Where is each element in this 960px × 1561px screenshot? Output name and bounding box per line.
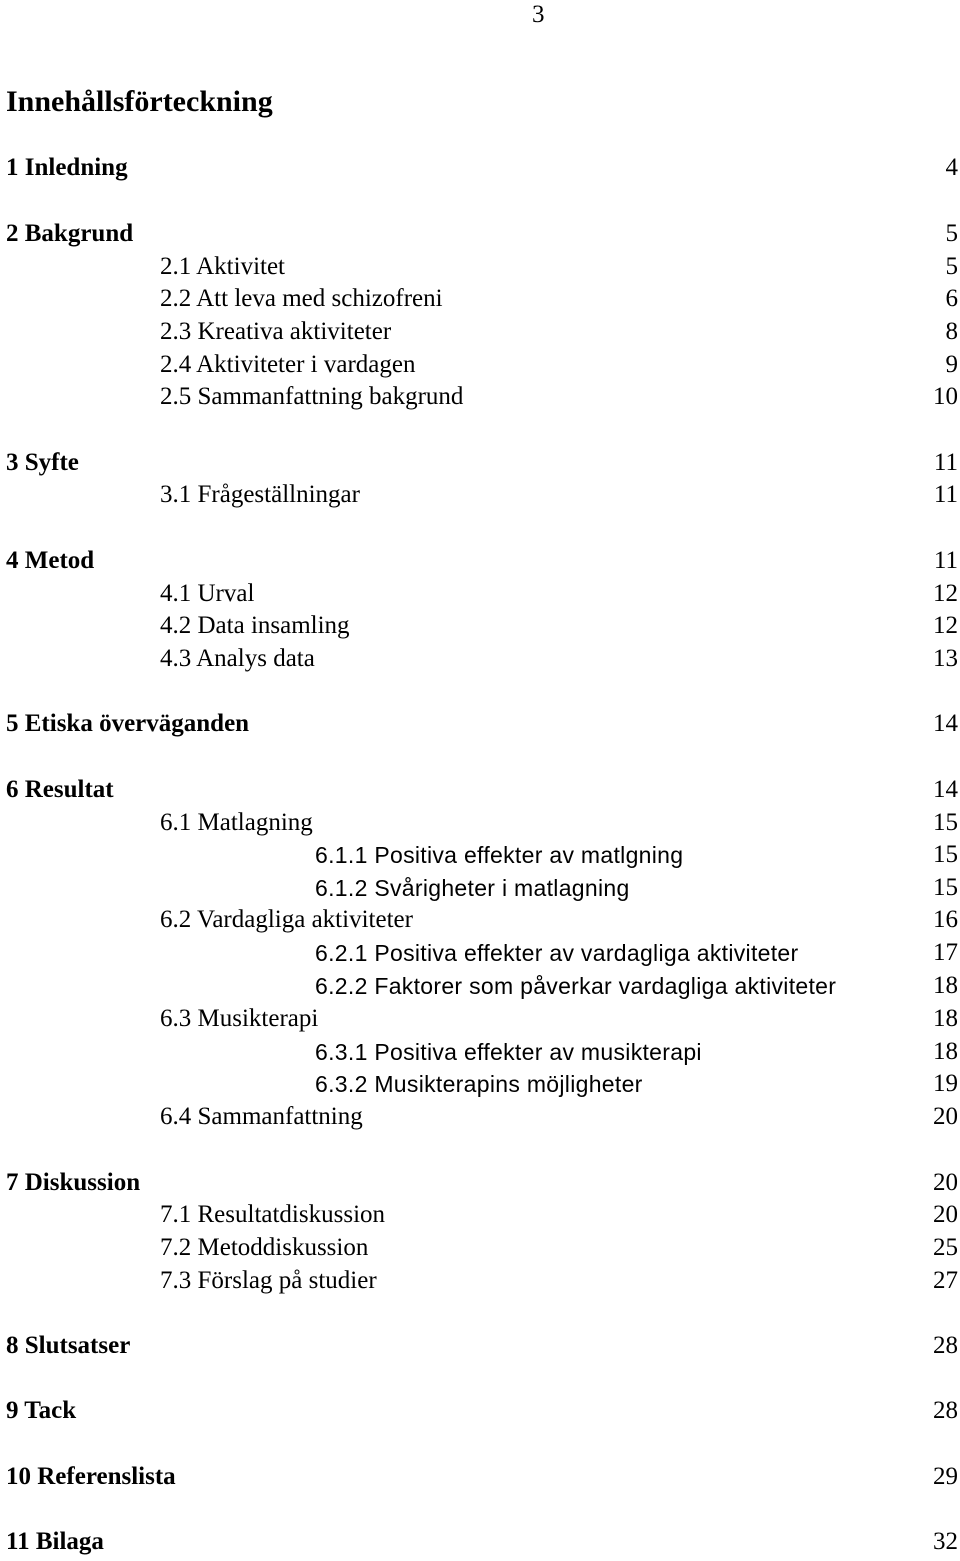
- toc-entry: [0, 1200, 960, 1230]
- toc-entry-page: 32: [933, 1528, 958, 1555]
- toc-entry-label: 2.4 Aktiviteter i vardagen: [160, 351, 416, 378]
- toc-entry-label: 11 Bilaga: [6, 1528, 104, 1555]
- toc-entry-label: 2.1 Aktivitet: [160, 253, 285, 280]
- toc-entry-label: 6 Resultat: [6, 776, 114, 803]
- toc-entry: [0, 448, 960, 478]
- toc-entry-label: 4.3 Analys data: [160, 645, 315, 672]
- toc-entry-label: 6.1 Matlagning: [160, 809, 313, 836]
- toc-entry: [0, 1069, 960, 1099]
- toc-entry-label: 6.2.1 Positiva effekter av vardagliga aktiviteter: [315, 940, 799, 966]
- toc-entry-page: 18: [933, 1038, 958, 1065]
- toc-entry-page: 27: [933, 1267, 958, 1294]
- toc-entry-label: 6.2.2 Faktorer som påverkar vardagliga aktiviteter: [315, 973, 837, 999]
- toc-entry-label: 5 Etiska överväganden: [6, 710, 250, 737]
- toc-entry-label: 4 Metod: [6, 547, 95, 574]
- toc-entry-label: 7.2 Metoddiskussion: [160, 1234, 369, 1261]
- toc-entry-label: 7.3 Förslag på studier: [160, 1267, 377, 1294]
- toc-entry-page: 25: [933, 1234, 958, 1261]
- toc-entry-page: 28: [933, 1332, 958, 1359]
- toc-entry: [0, 350, 960, 380]
- toc-entry-page: 13: [933, 645, 958, 672]
- toc-entry: [0, 579, 960, 609]
- toc-entry-label: 2.2 Att leva med schizofreni: [160, 285, 443, 312]
- toc-entry: [0, 1462, 960, 1492]
- toc-entry-page: 15: [933, 874, 958, 901]
- toc-entry: [0, 1037, 960, 1067]
- toc-entry: [0, 1102, 960, 1132]
- toc-entry-label: 6.2 Vardagliga aktiviteter: [160, 906, 413, 933]
- toc-entry-page: 5: [945, 253, 958, 280]
- toc-entry-label: 6.3.2 Musikterapins möjligheter: [315, 1071, 643, 1097]
- toc-entry-page: 17: [933, 939, 958, 966]
- toc-entry-label: 6.3 Musikterapi: [160, 1005, 319, 1032]
- toc-entry-page: 12: [933, 612, 958, 639]
- toc-entry: [0, 219, 960, 249]
- toc-entry: [0, 252, 960, 282]
- toc-entry: [0, 1527, 960, 1557]
- toc-entry-label: 2.3 Kreativa aktiviteter: [160, 318, 392, 345]
- toc-entry: [0, 1233, 960, 1263]
- toc-entry-label: 2 Bakgrund: [6, 220, 134, 247]
- toc-entry-page: 18: [933, 1005, 958, 1032]
- toc-entry-page: 11: [933, 449, 958, 476]
- toc-entry-label: 6.1.2 Svårigheter i matlagning: [315, 875, 630, 901]
- toc-title: Innehållsförteckning: [6, 85, 273, 118]
- toc-entry-label: 4.1 Urval: [160, 580, 255, 607]
- toc-entry-page: 15: [933, 809, 958, 836]
- toc-entry-page: 10: [933, 383, 958, 410]
- toc-entry: [0, 546, 960, 576]
- toc-entry: [0, 1396, 960, 1426]
- toc-entry-page: 11: [933, 481, 958, 508]
- toc-entry: [0, 480, 960, 510]
- toc-entry-label: 8 Slutsatser: [6, 1332, 131, 1359]
- toc-entry-page: 18: [933, 972, 958, 999]
- toc-entry-page: 8: [945, 318, 958, 345]
- toc-entry-page: 4: [945, 154, 958, 181]
- toc-entry-page: 20: [933, 1201, 958, 1228]
- toc-entry-page: 20: [933, 1169, 958, 1196]
- toc-entry: [0, 1168, 960, 1198]
- toc-entry-label: 6.3.1 Positiva effekter av musikterapi: [315, 1039, 702, 1065]
- toc-entry: [0, 971, 960, 1001]
- toc-entry-page: 14: [933, 710, 958, 737]
- toc-entry: [0, 284, 960, 314]
- toc-entry-page: 29: [933, 1463, 958, 1490]
- toc-entry: [0, 317, 960, 347]
- toc-entry: [0, 938, 960, 968]
- toc-entry-page: 11: [933, 547, 958, 574]
- toc-entry-label: 3 Syfte: [6, 449, 79, 476]
- toc-entry: [0, 153, 960, 183]
- toc-entry: [0, 873, 960, 903]
- toc-entry-page: 20: [933, 1103, 958, 1130]
- toc-entry-page: 19: [933, 1070, 958, 1097]
- toc-entry-label: 6.1.1 Positiva effekter av matlgning: [315, 842, 684, 868]
- toc-entry: [0, 808, 960, 838]
- toc-entry-label: 1 Inledning: [6, 154, 128, 181]
- toc-entry-label: 2.5 Sammanfattning bakgrund: [160, 383, 464, 410]
- toc-entry-page: 28: [933, 1397, 958, 1424]
- toc-entry: [0, 709, 960, 739]
- toc-entry-page: 15: [933, 841, 958, 868]
- toc-entry-page: 6: [945, 285, 958, 312]
- toc-entry-page: 16: [933, 906, 958, 933]
- toc-entry: [0, 1331, 960, 1361]
- toc-entry: [0, 644, 960, 674]
- toc-entry-label: 4.2 Data insamling: [160, 612, 350, 639]
- toc-entry-page: 12: [933, 580, 958, 607]
- toc-entry: [0, 1004, 960, 1034]
- toc-entry-label: 9 Tack: [6, 1397, 77, 1424]
- page-number: 3: [532, 1, 545, 28]
- toc-entry: [0, 775, 960, 805]
- toc-entry-page: 14: [933, 776, 958, 803]
- toc-entry-label: 3.1 Frågeställningar: [160, 481, 360, 508]
- toc-entry: [0, 840, 960, 870]
- toc-entry-label: 6.4 Sammanfattning: [160, 1103, 363, 1130]
- toc-entry: [0, 1266, 960, 1296]
- toc-entry: [0, 905, 960, 935]
- toc-entry-page: 9: [945, 351, 958, 378]
- toc-entry-label: 7.1 Resultatdiskussion: [160, 1201, 386, 1228]
- toc-entry-label: 10 Referenslista: [6, 1463, 176, 1490]
- toc-entry: [0, 611, 960, 641]
- toc-entry: [0, 382, 960, 412]
- toc-entry-label: 7 Diskussion: [6, 1169, 141, 1196]
- toc-entry-page: 5: [945, 220, 958, 247]
